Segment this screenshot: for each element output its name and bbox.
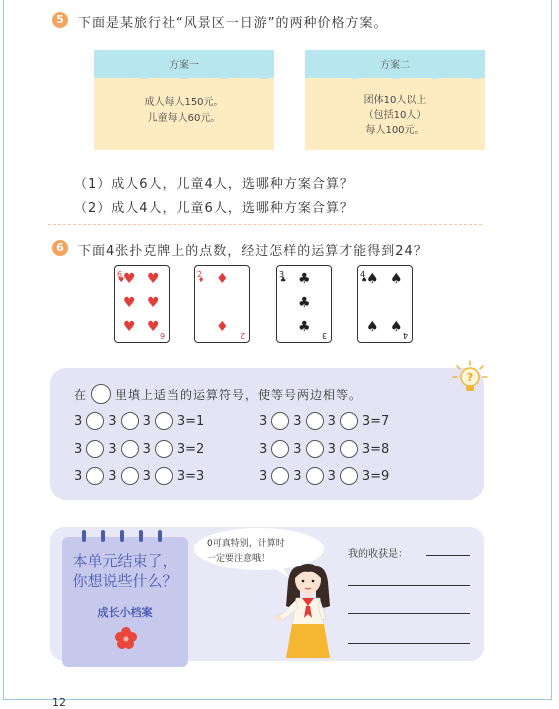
instruction-text-pre: 在 — [74, 387, 88, 402]
card-rank: 6 — [117, 270, 123, 279]
card-rank: 3 — [279, 270, 285, 279]
digit: 3 — [327, 441, 336, 457]
spade-icon: ♠ — [366, 271, 379, 287]
heart-icon: ♥ — [118, 276, 125, 284]
equation-result: 3=9 — [361, 468, 390, 484]
card-rank: 6 — [160, 331, 166, 340]
notebook-ring — [101, 530, 105, 542]
summary-title-line-1: 本单元结束了， — [72, 552, 178, 570]
notebook-ring — [82, 530, 86, 542]
digit: 3 — [74, 413, 83, 429]
lightbulb-question-icon — [452, 360, 488, 396]
digit: 3 — [293, 441, 302, 457]
operator-blank[interactable] — [155, 440, 173, 458]
notebook-ring — [158, 530, 162, 542]
example-blank-circle — [91, 384, 111, 404]
card-rank: 4 — [403, 331, 409, 340]
card-rank: 2 — [240, 331, 246, 340]
digit: 3 — [142, 468, 151, 484]
digit: 3 — [327, 413, 336, 429]
club-icon: ♣ — [280, 276, 287, 284]
summary-title-line-2: 你想说些什么？ — [72, 572, 178, 590]
equation-left-1 — [74, 412, 204, 430]
digit: 3 — [108, 468, 117, 484]
bubble-line-2: 一定要注意哦！ — [207, 554, 271, 564]
digit: 3 — [142, 413, 151, 429]
club-icon: ♣ — [298, 271, 311, 287]
operator-blank[interactable] — [340, 412, 358, 430]
plan-1-title: 方案一 — [169, 60, 199, 71]
heart-icon: ♥ — [123, 271, 136, 287]
operator-blank[interactable] — [271, 467, 289, 485]
heart-icon: ♥ — [123, 319, 136, 335]
spade-icon: ♠ — [390, 271, 403, 287]
puzzle-instruction — [74, 384, 362, 404]
digit: 3 — [293, 468, 302, 484]
question-5-number: 5 — [52, 12, 68, 28]
card-rank: 2 — [197, 270, 203, 279]
plan-1-line-1: 成人每人150元。 — [144, 97, 224, 108]
playing-card-3-clubs — [276, 265, 332, 343]
heart-icon: ♥ — [147, 295, 160, 311]
operator-blank[interactable] — [306, 412, 324, 430]
operator-blank[interactable] — [271, 412, 289, 430]
operator-blank[interactable] — [340, 440, 358, 458]
answer-line[interactable] — [348, 585, 470, 586]
question-6-text: 下面4张扑克牌上的点数，经过怎样的运算才能得到24？ — [78, 244, 428, 259]
club-icon: ♣ — [298, 319, 311, 335]
operator-blank[interactable] — [155, 412, 173, 430]
plan-1-card — [94, 50, 274, 150]
notebook-ring — [139, 530, 143, 542]
playing-card-6-hearts — [114, 265, 170, 343]
digit: 3 — [327, 468, 336, 484]
equation-result: 3=7 — [361, 413, 390, 429]
question-5-sub-1: （1）成人6人，儿童4人，选哪种方案合算？ — [74, 177, 354, 192]
equation-right-3 — [259, 467, 389, 485]
plan-2-title: 方案二 — [380, 60, 410, 71]
operator-blank[interactable] — [306, 440, 324, 458]
operator-blank[interactable] — [155, 467, 173, 485]
diamond-icon: ♦ — [216, 271, 229, 287]
equation-result: 3=2 — [176, 441, 205, 457]
operator-blank[interactable] — [86, 440, 104, 458]
harvest-label: 我的收获是： — [348, 549, 408, 560]
answer-line[interactable] — [348, 613, 470, 614]
digit: 3 — [259, 413, 268, 429]
plan-2-line-2: （包括10人） — [363, 110, 427, 121]
answer-line[interactable] — [348, 643, 470, 644]
operator-blank[interactable] — [121, 412, 139, 430]
instruction-text-post: 里填上适当的运算符号，使等号两边相等。 — [115, 387, 363, 402]
plan-2-card — [305, 50, 485, 150]
digit: 3 — [74, 441, 83, 457]
spade-icon: ♠ — [390, 319, 403, 335]
equation-right-1 — [259, 412, 389, 430]
girl-illustration — [270, 560, 346, 662]
equation-result: 3=1 — [176, 413, 205, 429]
question-5-text: 下面是某旅行社“风景区一日游”的两种价格方案。 — [78, 16, 388, 31]
summary-subtitle: 成长小档案 — [97, 606, 153, 619]
answer-line[interactable] — [426, 555, 470, 556]
plan-2-line-1: 团体10人以上 — [363, 95, 427, 106]
question-5-sub-2: （2）成人4人，儿童6人，选哪种方案合算？ — [74, 201, 354, 216]
question-6-number: 6 — [52, 240, 68, 256]
operator-blank[interactable] — [121, 440, 139, 458]
equation-right-2 — [259, 440, 389, 458]
flower-icon — [115, 627, 137, 649]
operator-blank[interactable] — [86, 412, 104, 430]
card-rank: 4 — [360, 270, 366, 279]
plan-1-line-2: 儿童每人60元。 — [147, 113, 221, 124]
playing-card-4-spades — [357, 265, 413, 343]
operator-blank[interactable] — [86, 467, 104, 485]
spade-icon: ♠ — [366, 319, 379, 335]
plan-2-line-3: 每人100元。 — [365, 125, 425, 136]
digit: 3 — [108, 441, 117, 457]
bubble-line-1: 0可真特别，计算时 — [207, 539, 285, 549]
equation-result: 3=8 — [361, 441, 390, 457]
heart-icon: ♥ — [123, 295, 136, 311]
operator-blank[interactable] — [340, 467, 358, 485]
heart-icon: ♥ — [147, 271, 160, 287]
card-rank: 3 — [322, 331, 328, 340]
digit: 3 — [142, 441, 151, 457]
digit: 3 — [259, 441, 268, 457]
playing-card-2-diamonds — [194, 265, 250, 343]
equation-result: 3=3 — [176, 468, 205, 484]
operator-blank[interactable] — [271, 440, 289, 458]
notebook-ring — [120, 530, 124, 542]
equation-left-3 — [74, 467, 204, 485]
diamond-icon: ♦ — [216, 319, 229, 335]
spade-icon: ♠ — [361, 276, 368, 284]
club-icon: ♣ — [298, 295, 311, 311]
digit: 3 — [74, 468, 83, 484]
section-divider — [48, 224, 482, 225]
svg-text:?: ? — [466, 371, 474, 384]
page-number: 12 — [52, 696, 66, 709]
operator-blank[interactable] — [121, 467, 139, 485]
operator-blank[interactable] — [306, 467, 324, 485]
summary-title — [70, 551, 180, 591]
digit: 3 — [293, 413, 302, 429]
equation-left-2 — [74, 440, 204, 458]
heart-icon: ♥ — [147, 319, 160, 335]
digit: 3 — [108, 413, 117, 429]
digit: 3 — [259, 468, 268, 484]
diamond-icon: ♦ — [198, 276, 205, 284]
